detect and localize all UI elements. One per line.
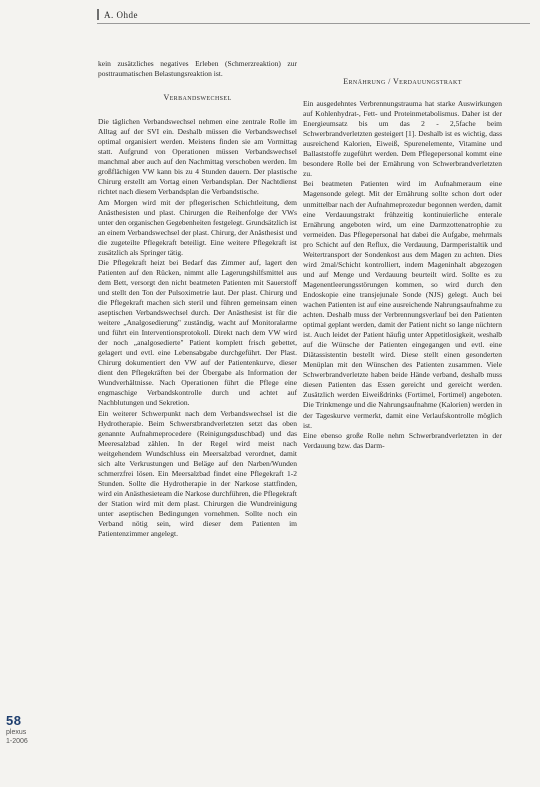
- paragraph: Bei beatmeten Patienten wird im Aufnahmeraum eine Magensonde gelegt. Mit der Ernährung sollte schon dort oder unmittelbar nach der Aufnahmeprozedur begonnen werden, damit eine Verdauungstrakt frühzeitig kontinuierliche enterale Ernährung angeboten wird, um eine Darmzottenatrophie zu vermeiden. Das Pflegepersonal hat dabei die Aufgabe, mehrmals pro Schicht auf den Reflux, die Verdauung, Darmperistaltik und Weitertransport der Sondenkost aus dem Magen zu achten. Dies wird 2mal/Schicht kontrolliert, indem Mageninhalt abgezogen und auf Menge und Verdauung beurteilt wird. Sollte es zu Magenentleerungsstörungen kommen, so wird durch den Endoskopie eine transjejunale Sonde (NJS) gelegt. Auch bei wachen Patienten ist auf eine ausreichende Nahrungsaufnahme zu achten. Deshalb muss der Verbrennungsverlauf bei den Patienten optimal geplant werden, damit der Patient nicht so lange nüchtern ist. Auch leidet der Patient häufig unter Appetitlosigkeit, weshalb auf die Wünsche der Patienten eingegangen und evtl. eine Diätassistentin bestellt wird. Diese stellt einen gesonderten Menüplan mit den Wünschen des Patienten zusammen. Viele Schwerbrandverletzte haben beide Hände verband, deshalb muss diesen Patienten das Essen gereicht und gereicht werden. Zusätzlich werden Eiweißdrinks (Fortimel, Fortimel) angeboten. Die Trinkmenge und die Nahrungsaufnahme (Kalorien) werden in der Tageskurve vermerkt, damit eine Verlaufskontrolle möglich ist.: [303, 179, 502, 430]
- running-header: [97, 9, 530, 24]
- paragraph: Ein ausgedehntes Verbrennungstrauma hat starke Auswirkungen auf Kohlenhydrat-, Fett- und Proteinmetabolismus. Daher ist der Energieumsatz bis um das 2 - 2,5fache beim Schwerbrandverletzten gesteigert [1]. Deshalb ist es wichtig, dass ausreichend Kalorien, Eiweiß, Spurenelemente, Vitamine und Ballaststoffe zugeführt werden. Dem Pflegepersonal kommt eine besondere Rolle bei der Ernährung von Schwerbrandverletzten zu.: [303, 99, 502, 179]
- paragraph: Die Pflegekraft heizt bei Bedarf das Zimmer auf, lagert den Patienten auf den Rücken, nimmt alle Lagerungshilfsmittel aus dem Bett, versorgt den nicht beatmeten Patienten mit Sauerstoff und stellt den Ton der Pulsoximetrie laut. Der plast. Chirurg und die Pflegekraft machen sich steril und führen gemeinsam einen aseptischen Verbandswechsel durch. Der Anästhesist ist für die weitere „Analgosedierung" zuständig, wacht auf Monitoralarme und führt ein Interventionsprotokoll. Direkt nach dem VW wird der noch „analgosedierte" Patient komplett frisch gebettet, gelagert und evtl. eine Lebensabgabe durchgeführt. Der Plast. Chirurg dokumentiert den VW auf der Patientenkurve, dieser dient den Pflegekräften bei der Übergabe als Information der Wundverhältnisse. Nach Operationen führt die Pflege eine engmaschige Verbandskontrolle durch und achtet auf Nachblutungen und Sekretion.: [98, 257, 297, 408]
- journal-name: plexus: [6, 729, 27, 736]
- paragraph: Eine ebenso große Rolle nehm Schwerbrandverletzten in der Verdauung bzw. das Darm-: [303, 430, 502, 450]
- section-heading-ernaehrung: Ernährung / Verdauungstrakt: [343, 77, 462, 86]
- paragraph: Die täglichen Verbandswechsel nehmen eine zentrale Rolle im Alltag auf der SVI ein. Deshalb müssen die Verbandswechsel optimal organisiert werden. Meistens finden sie am Vormittag statt. Aufgrund von Operationen müssen Verbandswechsel manchmal aber auch auf den Nachmittag verschoben werden. Im großflächigen VW kann bis zu 4 Stunden dauern. Der plastische Chirurg erstellt am Vortag einen Verbandsplan. Der Nachtdienst richtet nach diesem Verbandsplan die Verbandstische.: [98, 117, 297, 197]
- left-intro-paragraph: kein zusätzliches negatives Erleben (Schmerzreaktion) zur posttraumatischen Belastungsreaktion ist.: [98, 59, 297, 79]
- page-number: 58: [6, 713, 22, 728]
- right-column: [303, 59, 502, 451]
- header-rule-mark: [97, 9, 99, 20]
- section-heading-verbandswechsel: Verbandswechsel: [163, 93, 232, 103]
- running-title: A. Ohde: [104, 10, 138, 20]
- page-footer: [6, 713, 66, 746]
- paragraph: Am Morgen wird mit der pflegerischen Schichtleitung, dem Anästhesisten und plast. Chirurgen die Reihenfolge der VWs unter den organischen Gegebenheiten festgelegt. Grundsätzlich ist an einem Verbandswechsel der plast. Chirurg, der Anästhesist und die zugeteilte Pflegekraft beteiligt. Eine weitere Pflegekraft ist zusätzlich als Springer tätig.: [98, 197, 297, 257]
- left-column: [98, 59, 297, 539]
- paragraph: Ein weiterer Schwerpunkt nach dem Verbandswechsel ist die Hydrotherapie. Beim Schwerstbrandverletzten setzt das oben genannte Aufnahmeprocedere (Reinigungsduschbad) und das Meeresalzbad zählen. In der Regel wird meist nach weitgehendem Wundschluss ein Meersalzbad verordnet, damit sich alte Verkrustungen und Beläge auf den Narben/Wunden schmerzfrei lösen. Ein Meersalzbad findet eine Pflegekraft 1-2 Stunden. Sollte die Hydrotherapie in der Narkose stattfinden, wird ein Anästhesieteam die Narkose durchführen, die Pflegekraft der Station wird mit dem plast. Chirurgen die Wundreinigung unter aseptischen Bedingungen vornehmen. Sollte noch ein Verband nötig sein, wird dieser dem Patienten im Patientenzimmer angelegt.: [98, 408, 297, 539]
- journal-issue: 1-2006: [6, 738, 28, 745]
